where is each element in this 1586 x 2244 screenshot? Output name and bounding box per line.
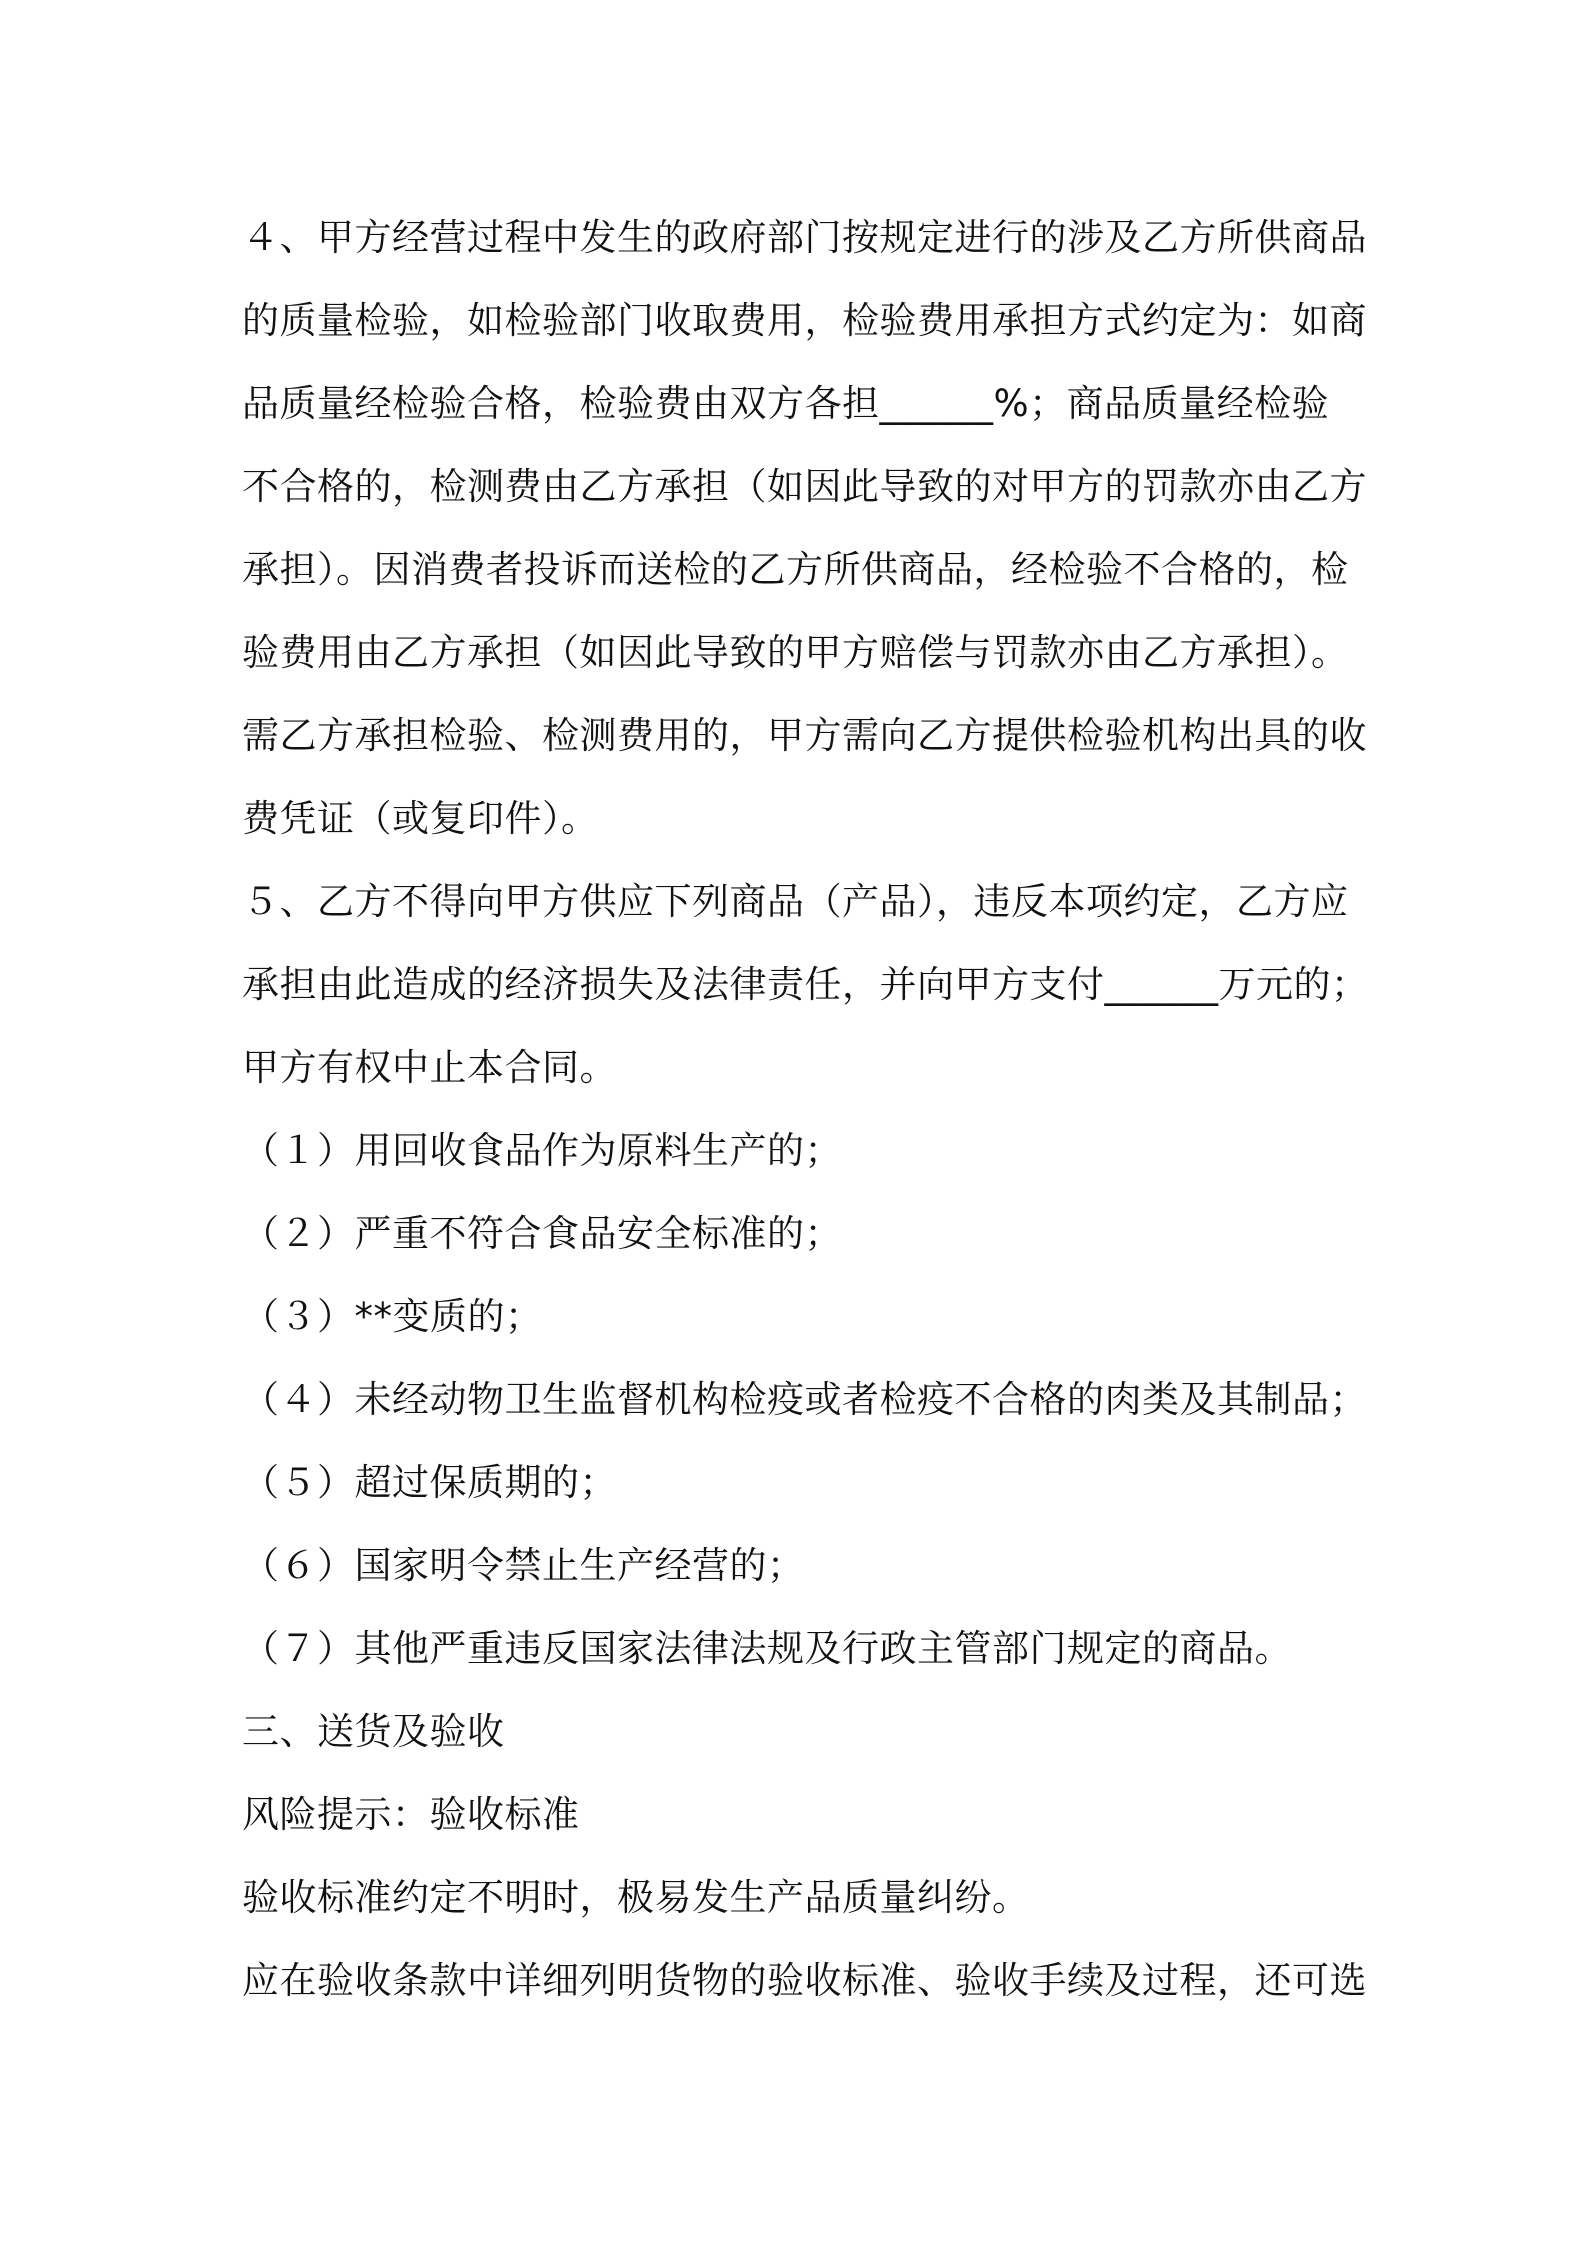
paragraph-5-line-3: 甲方有权中止本合同。 <box>242 1046 617 1089</box>
paragraph-4-line-4: 不合格的，检测费由乙方承担（如因此导致的对甲方的罚款亦由乙方 <box>242 465 1367 508</box>
list-item-5: （５）超过保质期的； <box>242 1461 617 1504</box>
risk-advice: 应在验收条款中详细列明货物的验收标准、验收手续及过程，还可选 <box>242 1959 1367 2002</box>
risk-notice: 风险提示：验收标准 <box>242 1793 580 1836</box>
paragraph-5-line-2: 承担由此造成的经济损失及法律责任，并向甲方支付______万元的； <box>242 963 1369 1006</box>
list-item-3: （３）**变质的； <box>242 1295 543 1338</box>
document-body <box>242 196 1369 2022</box>
paragraph-4-line-1: ４、甲方经营过程中发生的政府部门按规定进行的涉及乙方所供商品 <box>242 216 1367 259</box>
paragraph-4-line-7: 需乙方承担检验、检测费用的，甲方需向乙方提供检验机构出具的收 <box>242 714 1367 757</box>
list-item-7: （７）其他严重违反国家法律法规及行政主管部门规定的商品。 <box>242 1627 1292 1670</box>
paragraph-4-line-6: 验费用由乙方承担（如因此导致的甲方赔偿与罚款亦由乙方承担）。 <box>242 631 1349 674</box>
paragraph-4-line-5: 承担）。因消费者投诉而送检的乙方所供商品，经检验不合格的，检 <box>242 548 1349 591</box>
section-heading: 三、送货及验收 <box>242 1710 505 1753</box>
risk-description: 验收标准约定不明时，极易发生产品质量纠纷。 <box>242 1876 1030 1919</box>
paragraph-5-line-1: ５、乙方不得向甲方供应下列商品（产品），违反本项约定，乙方应 <box>242 880 1349 923</box>
paragraph-4-line-8: 费凭证（或复印件）。 <box>242 797 599 840</box>
paragraph-4-line-2: 的质量检验，如检验部门收取费用，检验费用承担方式约定为：如商 <box>242 299 1367 342</box>
list-item-2: （２）严重不符合食品安全标准的； <box>242 1212 842 1255</box>
list-item-4: （４）未经动物卫生监督机构检疫或者检疫不合格的肉类及其制品； <box>242 1378 1367 1421</box>
list-item-1: （１）用回收食品作为原料生产的； <box>242 1129 842 1172</box>
list-item-6: （６）国家明令禁止生产经营的； <box>242 1544 805 1587</box>
paragraph-4-line-3: 品质量经检验合格，检验费由双方各担______%；商品质量经检验 <box>242 382 1330 425</box>
